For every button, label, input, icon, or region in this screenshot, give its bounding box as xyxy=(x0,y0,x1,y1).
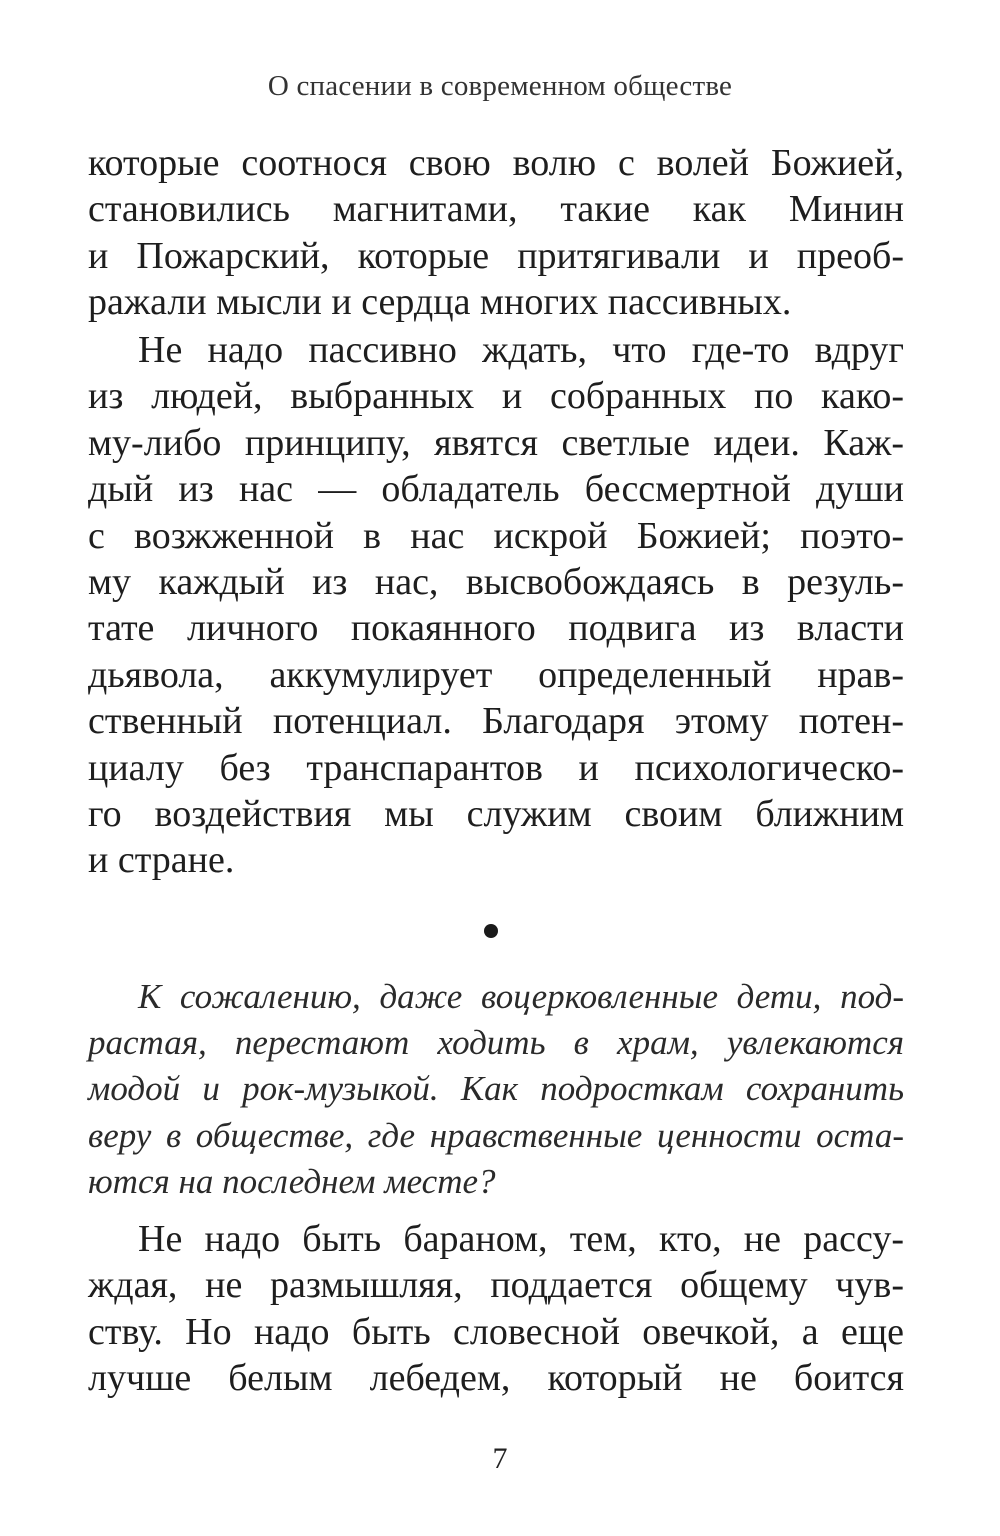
text-line: Не надо быть бараном, тем, кто, не рассу- xyxy=(138,1218,904,1260)
text-line: ственный потенциал. Благодаря этому потен- xyxy=(88,700,904,743)
text-line: дьявола, аккумулирует определенный нрав- xyxy=(88,653,904,696)
text-line: которые соотнося свою волю с волей Божией, xyxy=(88,142,904,184)
text-line: тате личного покаянного подвига из власти xyxy=(88,607,904,650)
question-line: веру в обществе, где нравственные ценности оста- xyxy=(88,1115,904,1155)
question-line: ются на последнем месте? xyxy=(88,1161,496,1201)
section-separator-dot xyxy=(484,924,498,938)
text-line: му-либо принципу, явятся светлые идеи. Каж- xyxy=(88,421,904,464)
running-head: О спасении в современном обществе xyxy=(267,70,733,102)
text-line: циалу без транспарантов и психологическо- xyxy=(88,746,904,789)
text-line: ражали мысли и сердца многих пассивных. xyxy=(88,281,792,324)
text-line: становились магнитами, такие как Минин xyxy=(88,188,904,231)
text-line: лучше белым лебедем, который не боится xyxy=(88,1357,904,1400)
question-line: К сожалению, даже воцерковленные дети, под- xyxy=(138,977,904,1016)
text-line: Не надо пассивно ждать, что где-то вдруг xyxy=(138,329,904,371)
text-line: из людей, выбранных и собранных по како- xyxy=(88,375,904,418)
question-line: модой и рок-музыкой. Как подросткам сохранить xyxy=(88,1069,904,1109)
text-line: с возжженной в нас искрой Божией; поэто- xyxy=(88,514,904,557)
answer-paragraph xyxy=(88,1216,904,1402)
text-line: му каждый из нас, высвобождаясь в резуль- xyxy=(88,560,904,603)
text-line: го воздействия мы служим своим ближним xyxy=(88,792,904,835)
text-line: и стране. xyxy=(88,839,235,882)
paragraph xyxy=(88,327,904,884)
text-line: ждая, не размышляя, поддается общему чув- xyxy=(88,1264,904,1307)
paragraph-continuation xyxy=(88,140,904,326)
question-paragraph xyxy=(88,974,904,1205)
text-line: ству. Но надо быть словесной овечкой, а еще xyxy=(88,1310,904,1353)
page-number: 7 xyxy=(492,1442,508,1475)
text-line: и Пожарский, которые притягивали и преоб- xyxy=(88,234,904,277)
text-line: дый из нас — обладатель бессмертной души xyxy=(88,468,904,511)
question-line: растая, перестают ходить в храм, увлекаются xyxy=(88,1023,904,1063)
